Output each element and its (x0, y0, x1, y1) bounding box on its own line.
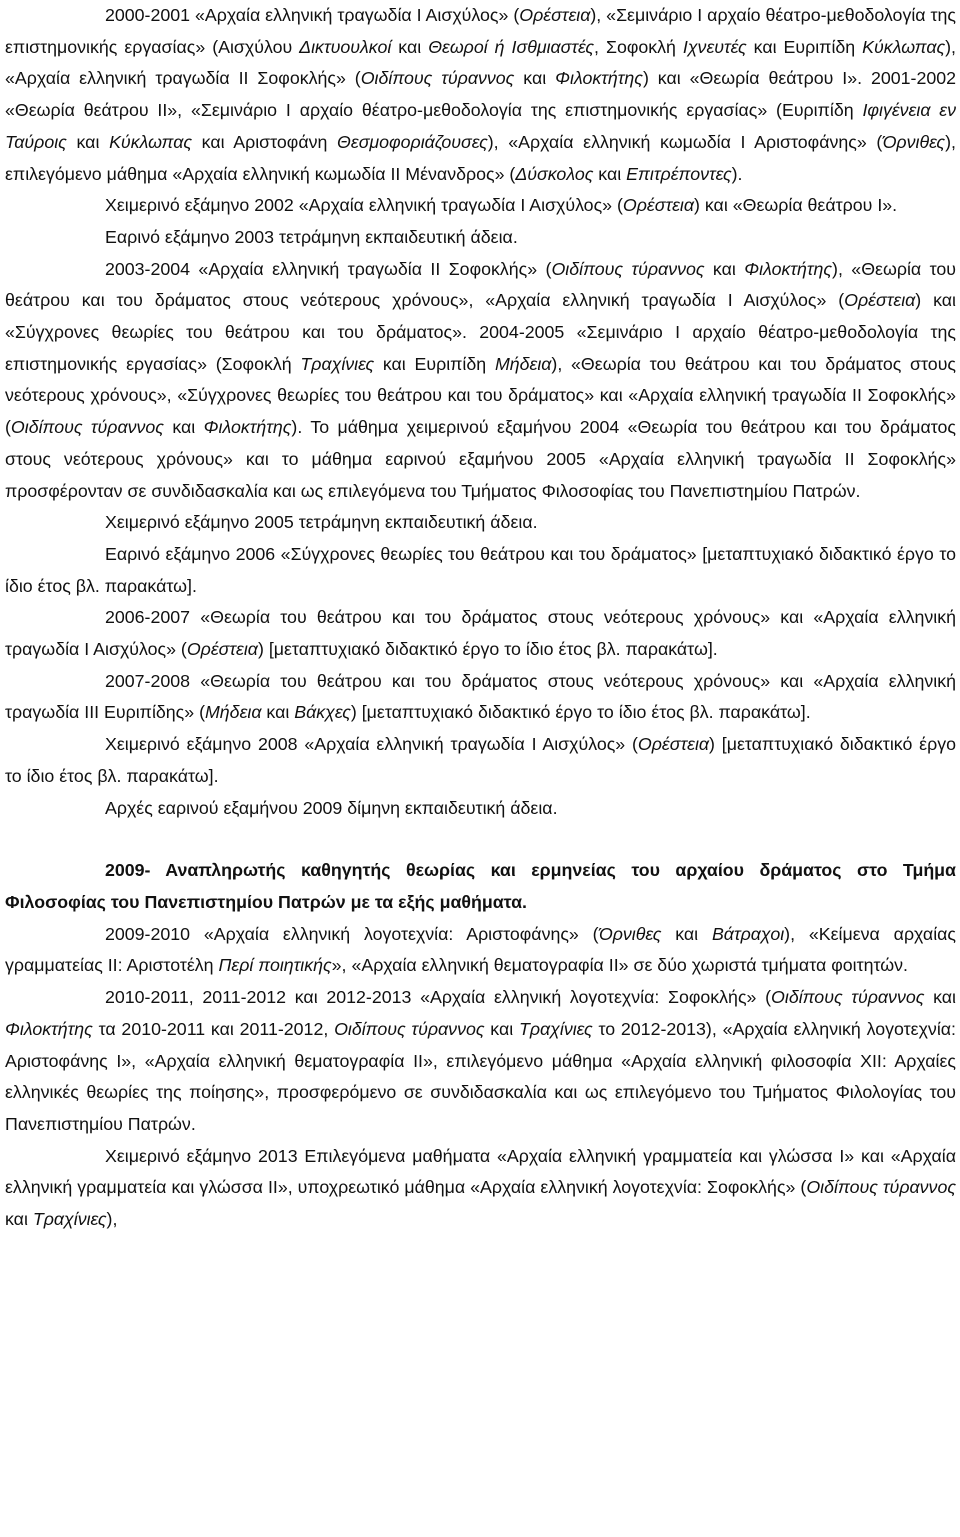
italic-title-text: Τραχίνιες (300, 353, 375, 374)
paragraph-text: », «Αρχαία ελληνική θεματογραφία ΙΙ» σε δύο χωριστά τμήματα φοιτητών. (331, 955, 908, 976)
italic-title-text: Δικτυουλκοί (299, 36, 392, 57)
paragraph-text: και Ευριπίδη (746, 36, 863, 57)
paragraph-text: , Σοφοκλή (594, 36, 683, 57)
paragraph-text: 2007-2008 «Θεωρία του θεάτρου και του δράματος στους νεότερους χρόνους» και «Αρχαία ελληνική τραγωδία ΙΙΙ Ευριπίδης» ( (5, 670, 956, 723)
italic-title-text: Ορέστεια (622, 195, 695, 216)
italic-title-text: Τραχίνιες (519, 1018, 593, 1039)
paragraph-text: ) [μεταπτυχιακό διδακτικό έργο το ίδιο έτος βλ. παρακάτω]. (350, 702, 811, 723)
italic-title-text: Περί ποιητικής (218, 955, 332, 976)
italic-title-text: Οιδίπους τύραννος (360, 68, 515, 89)
paragraph-text: ) [μεταπτυχιακό διδακτικό έργο το ίδιο έτος βλ. παρακάτω]. (257, 639, 718, 660)
italic-title-text: Οιδίπους τύραννος (806, 1177, 956, 1198)
paragraph-text: και Αριστοφάνη (192, 131, 338, 152)
body-paragraph (5, 793, 956, 825)
italic-title-text: Ορέστεια (519, 5, 591, 25)
italic-title-text: Κύκλωπας (862, 36, 946, 57)
paragraph-text: ), επιλεγόμενο μάθημα «Αρχαία ελληνική κωμωδία ΙΙ Μένανδρος» ( (5, 131, 956, 184)
paragraph-text: ). Το μάθημα χειμερινού εξαμήνου 2004 «Θεωρία του θεάτρου και του δράματος στους νεότερους χρόνους» και το μάθημα εαρινού εξαμήνου 2005 «Αρχαία ελληνική τραγωδία ΙΙ Σοφοκλής» προσφέρονταν σε συνδιδασκαλία και ως επιλεγόμενα του Τμήματος Φιλοσοφίας του Πανεπιστημίου Πατρών. (5, 417, 956, 501)
paragraph-text: ) και «Σύγχρονες θεωρίες του θεάτρου και του δράματος». 2004-2005 «Σεμινάριο Ι αρχαίο θέατρο-μεθοδολογία της επιστημονικής εργασίας» (Σοφοκλή (5, 290, 956, 374)
italic-title-text: Ιχνευτές (682, 36, 747, 57)
italic-title-text: Όρνιθες (882, 131, 946, 152)
italic-title-text: Ιφιγένεια εν Ταύροις (5, 100, 957, 152)
paragraph-text: ) [μεταπτυχιακό διδακτικό έργο το ίδιο έτος βλ. παρακάτω]. (5, 734, 956, 786)
paragraph-text: Χειμερινό εξάμηνο 2005 τετράμηνη εκπαιδευτική άδεια. (105, 512, 538, 533)
body-paragraph (5, 666, 956, 729)
italic-title-text: Θεσμοφοριάζουσες (337, 131, 488, 152)
italic-title-text: Οιδίπους τύραννος (551, 258, 705, 279)
paragraph-text: ) και «Θεωρία θεάτρου Ι». (694, 195, 898, 216)
italic-title-text: Φιλοκτήτης (744, 258, 833, 279)
paragraph-text: ), «Θεωρία του θεάτρου και του δράματος στους νεότερους χρόνους», «Σύγχρονες θεωρίες του θεάτρου και του δράματος» και «Αρχαία ελληνική τραγωδία ΙΙ Σοφοκλής» ( (5, 353, 956, 438)
body-paragraph (5, 0, 956, 190)
italic-title-text: Οιδίπους τύραννος (771, 987, 925, 1008)
paragraph-text: ), «Αρχαία ελληνική κωμωδία Ι Αριστοφάνης» ( (487, 131, 883, 152)
italic-title-text: Βάκχες (294, 702, 351, 723)
paragraph-text: ), «Θεωρία του θεάτρου και του δράματος στους νεότερους χρόνους», «Αρχαία ελληνική τραγωδία Ι Αισχύλος» ( (5, 258, 956, 311)
body-paragraph (5, 919, 956, 982)
italic-title-text: Θεωροί ή Ισθμιαστές (428, 36, 595, 57)
paragraph-text: ), «Αρχαία ελληνική τραγωδία ΙΙ Σοφοκλής» ( (5, 36, 956, 89)
paragraph-text: 2009-2010 «Αρχαία ελληνική λογοτεχνία: Αριστοφάνης» ( (105, 923, 599, 944)
paragraph-text: ). (731, 163, 743, 184)
body-paragraph (5, 1141, 956, 1236)
paragraph-text: και (5, 1209, 33, 1230)
paragraph-text: και (66, 131, 110, 152)
italic-title-text: Φιλοκτήτης (203, 417, 292, 438)
paragraph-text: το 2012-2013), «Αρχαία ελληνική λογοτεχνία: Αριστοφάνης Ι», «Αρχαία ελληνική θεματογραφία ΙΙ», επιλεγόμενο μάθημα «Αρχαία ελληνική φιλοσοφία ΧΙΙ: Αρχαίες ελληνικές θεωρίες της ποίησης», προσφερόμενο σε συνδιδασκαλία και ως επιλεγόμενο του Τμήματος Φιλολογίας του Πανεπιστημίου Πατρών. (5, 1018, 956, 1134)
body-paragraph (5, 539, 956, 602)
italic-title-text: Μήδεια (205, 702, 262, 723)
paragraph-text: 2009- Αναπληρωτής καθηγητής θεωρίας και ερμηνείας του αρχαίου δράματος στο Τμήμα Φιλοσοφίας του Πανεπιστημίου Πατρών με τα εξής μαθήματα. (5, 860, 956, 912)
italic-title-text: Ορέστεια (186, 639, 258, 660)
italic-title-text: Βάτραχοι (711, 923, 785, 944)
paragraph-text: και (593, 163, 627, 184)
paragraph-text: 2000-2001 «Αρχαία ελληνική τραγωδία Ι Αισχύλος» ( (105, 5, 520, 25)
document-page (5, 0, 956, 1236)
body-paragraph (5, 254, 956, 508)
italic-title-text: Φιλοκτήτης (555, 68, 643, 89)
paragraph-text: και Ευριπίδη (374, 353, 495, 374)
body-paragraph (5, 729, 956, 792)
paragraph-text: και (924, 987, 956, 1008)
section-heading-paragraph (5, 855, 956, 918)
paragraph-text: και (391, 36, 429, 57)
italic-title-text: Ορέστεια (637, 734, 710, 755)
paragraph-text: 2010-2011, 2011-2012 και 2012-2013 «Αρχαία ελληνική λογοτεχνία: Σοφοκλής» ( (105, 987, 772, 1008)
italic-title-text: Επιτρέποντες (626, 163, 732, 184)
paragraph-text: 2003-2004 «Αρχαία ελληνική τραγωδία ΙΙ Σοφοκλής» ( (105, 258, 552, 279)
paragraph-text: και (484, 1018, 519, 1039)
body-paragraph (5, 507, 956, 539)
body-paragraph (5, 190, 956, 222)
italic-title-text: Δύσκολος (515, 163, 594, 184)
paragraph-text: ), «Κείμενα αρχαίας γραμματείας ΙΙ: Αριστοτέλη (5, 923, 956, 976)
paragraph-text: ) και «Θεωρία θεάτρου Ι». 2001-2002 «Θεωρία θεάτρου ΙΙ», «Σεμινάριο Ι αρχαίο θέατρο-μεθοδολογία της επιστημονικής εργασίας» (Ευριπίδη (5, 68, 956, 121)
paragraph-text: και (261, 702, 295, 723)
paragraph-text: ), «Σεμινάριο Ι αρχαίο θέατρο-μεθοδολογία της επιστημονικής εργασίας» (Αισχύλου (5, 5, 957, 57)
paragraph-text: Εαρινό εξάμηνο 2003 τετράμηνη εκπαιδευτική άδεια. (105, 226, 518, 247)
paragraph-text: και (163, 417, 204, 438)
paragraph-text: ), (106, 1209, 118, 1230)
italic-title-text: Φιλοκτήτης (5, 1018, 93, 1039)
paragraph-text: 2006-2007 «Θεωρία του θεάτρου και του δράματος στους νεότερους χρόνους» και «Αρχαία ελληνική τραγωδία Ι Αισχύλος» ( (5, 607, 956, 660)
body-paragraph (5, 222, 956, 254)
paragraph-text: και (704, 258, 745, 279)
paragraph-text: και (514, 68, 556, 89)
italic-title-text: Ορέστεια (844, 290, 916, 311)
italic-title-text: Οιδίπους τύραννος (10, 417, 164, 438)
italic-title-text: Οιδίπους τύραννος (334, 1018, 485, 1039)
italic-title-text: Όρνιθες (598, 923, 662, 944)
body-paragraph (5, 982, 956, 1141)
body-paragraph (5, 602, 956, 665)
italic-title-text: Μήδεια (494, 353, 552, 374)
italic-title-text: Τραχίνιες (32, 1209, 107, 1230)
paragraph-text: Χειμερινό εξάμηνο 2013 Επιλεγόμενα μαθήματα «Αρχαία ελληνική γραμματεία και γλώσσα Ι» και «Αρχαία ελληνική γραμματεία και γλώσσα ΙΙ», υποχρεωτικό μάθημα «Αρχαία ελληνική λογοτεχνία: Σοφοκλής» ( (5, 1145, 956, 1198)
paragraph-text: και (661, 923, 712, 944)
italic-title-text: Κύκλωπας (109, 131, 192, 152)
paragraph-text: τα 2010-2011 και 2011-2012, (92, 1018, 335, 1039)
paragraph-text: Χειμερινό εξάμηνο 2002 «Αρχαία ελληνική τραγωδία Ι Αισχύλος» ( (105, 195, 623, 216)
paragraph-text: Αρχές εαρινού εξαμήνου 2009 δίμηνη εκπαιδευτική άδεια. (105, 797, 558, 818)
paragraph-text: Χειμερινό εξάμηνο 2008 «Αρχαία ελληνική τραγωδία Ι Αισχύλος» ( (105, 734, 638, 755)
paragraph-text: Εαρινό εξάμηνο 2006 «Σύγχρονες θεωρίες του θεάτρου και του δράματος» [μεταπτυχιακό διδακτικό έργο το ίδιο έτος βλ. παρακάτω]. (5, 543, 956, 596)
